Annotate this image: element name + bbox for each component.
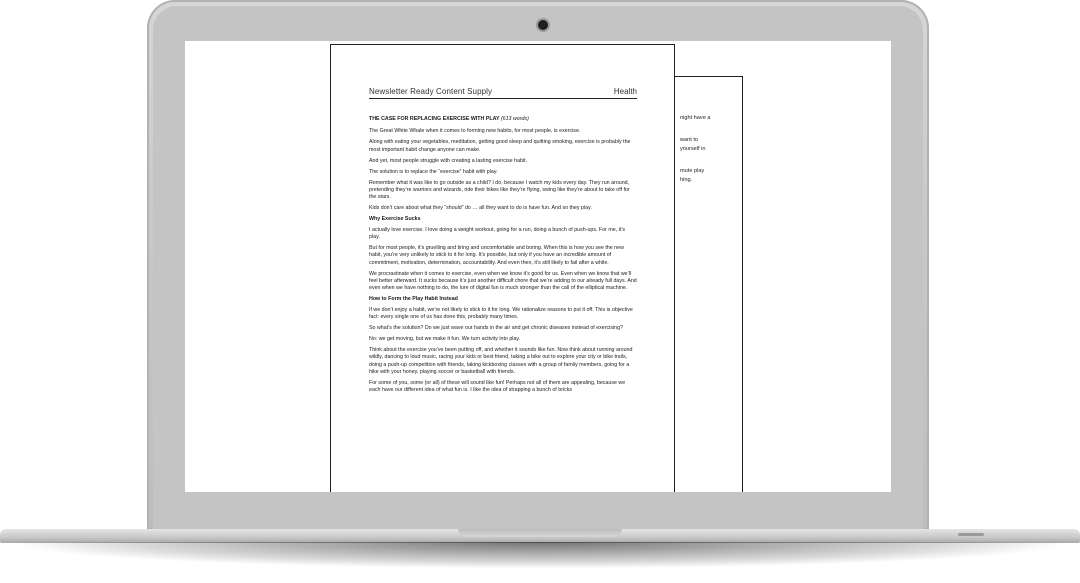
- paragraph: Kids don’t care about what they “should” do … all they want to do is have fun. And so they play.: [369, 205, 592, 211]
- paragraph: But for most people, it’s gruelling and tiring and uncomfortable and boring. When this is how you see the new habit, you’re very unlikely to stick to it for long. It’s possible, but only if you have an incredible amount of commitment, motivation, determination, accountability. And even then, it’s still likely to fail after a while.: [369, 245, 624, 266]
- paragraph: So what’s the solution? Do we just wave our hands in the air and get chronic diseases instead of exercising?: [369, 325, 624, 332]
- document-body: [369, 116, 637, 398]
- laptop-shadow: [20, 542, 1060, 568]
- document-title: [369, 116, 637, 123]
- header-category: Health: [613, 87, 637, 96]
- paragraph: We procrastinate when it comes to exercise, even when we know it’s good for us. Even when we know that we’ll feel better afterward. It sucks because it’s just another difficult chore that we’re adding to our already full days. And even when we have nothing to do, the lure of digital fun is much stronger than the call of the elliptical machine.: [369, 270, 637, 292]
- paragraph: Think about the exercise you’ve been putting off, and whether it sounds like fun. Now think about running around wildly, dancing to loud music, racing your kids or best friend, taking a bike out to explore your city or bike trails, doing a push-up competition with friends, taking kickboxing classes with a group of family members, going for a hike with your honey, playing soccer or basketball with friends.: [369, 347, 633, 375]
- document-page: [330, 44, 675, 492]
- word-count: (613 words): [500, 116, 529, 122]
- header-brand: Newsletter Ready Content Supply: [369, 87, 493, 96]
- document-header: [369, 87, 637, 99]
- paragraph: And yet, most people struggle with creating a lasting exercise habit.: [369, 157, 528, 164]
- laptop-screen: [185, 41, 891, 492]
- back-page-text: want to: [680, 137, 699, 143]
- back-page-text: mute play: [680, 168, 705, 174]
- section-heading: Why Exercise Sucks: [369, 216, 421, 222]
- paragraph: The Great White Whale when it comes to forming new habits, for most people, is exercise.: [369, 128, 581, 135]
- status-led: [958, 533, 984, 536]
- paragraph: I actually love exercise. I love doing a weight workout, going for a run, doing a bunch of push-ups. For me, it’s play.: [369, 227, 626, 241]
- paragraph: For some of you, some (or all) of these will sound like fun! Perhaps not all of them are appealing, because we each have our different idea of what fun is. I like the idea of strapping a bunch of bricks: [369, 379, 626, 394]
- laptop-hinge-notch: [458, 529, 622, 537]
- webcam-icon: [538, 20, 548, 30]
- paragraph: If we don’t enjoy a habit, we’re not likely to stick to it for long. We rationalize reasons to put it off. This is objective fact: every single one of us has done this, probably many times.: [369, 307, 633, 321]
- paragraph: No: we get moving, but we make it fun. We turn activity into play.: [369, 336, 521, 343]
- paragraph: The solution is to replace the “exercise” habit with play.: [369, 168, 498, 175]
- back-page-text: hing.: [680, 177, 693, 183]
- back-page-text: night have a: [680, 115, 711, 121]
- back-page-text: yourself in: [680, 146, 706, 152]
- paragraph: Along with eating your vegetables, meditation, getting good sleep and quitting smoking, exercise is probably the most important habit change anyone can make.: [369, 139, 631, 153]
- section-heading: How to Form the Play Habit Instead: [369, 296, 458, 303]
- paragraph: Remember what it was like to go outside as a child? I do, because I watch my kids every day. They run around, pretending they’re warriors and wizards, ride their bikes like they’re flying, swing like they’re about to take off for the stars.: [369, 179, 630, 200]
- title-text: THE CASE FOR REPLACING EXERCISE WITH PLAY: [369, 116, 500, 122]
